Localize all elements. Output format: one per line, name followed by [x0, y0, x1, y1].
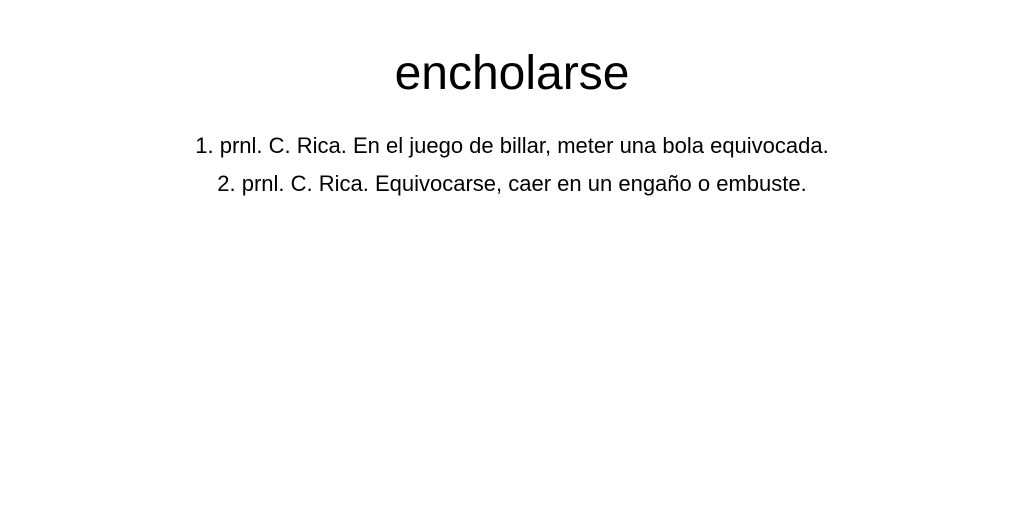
- definition-item: 2. prnl. C. Rica. Equivocarse, caer en un engaño o embuste.: [217, 171, 807, 196]
- definition-item: 1. prnl. C. Rica. En el juego de billar, meter una bola equivocada.: [195, 133, 829, 158]
- headword-title: encholarse: [394, 47, 630, 100]
- definition-list: [0, 127, 1024, 203]
